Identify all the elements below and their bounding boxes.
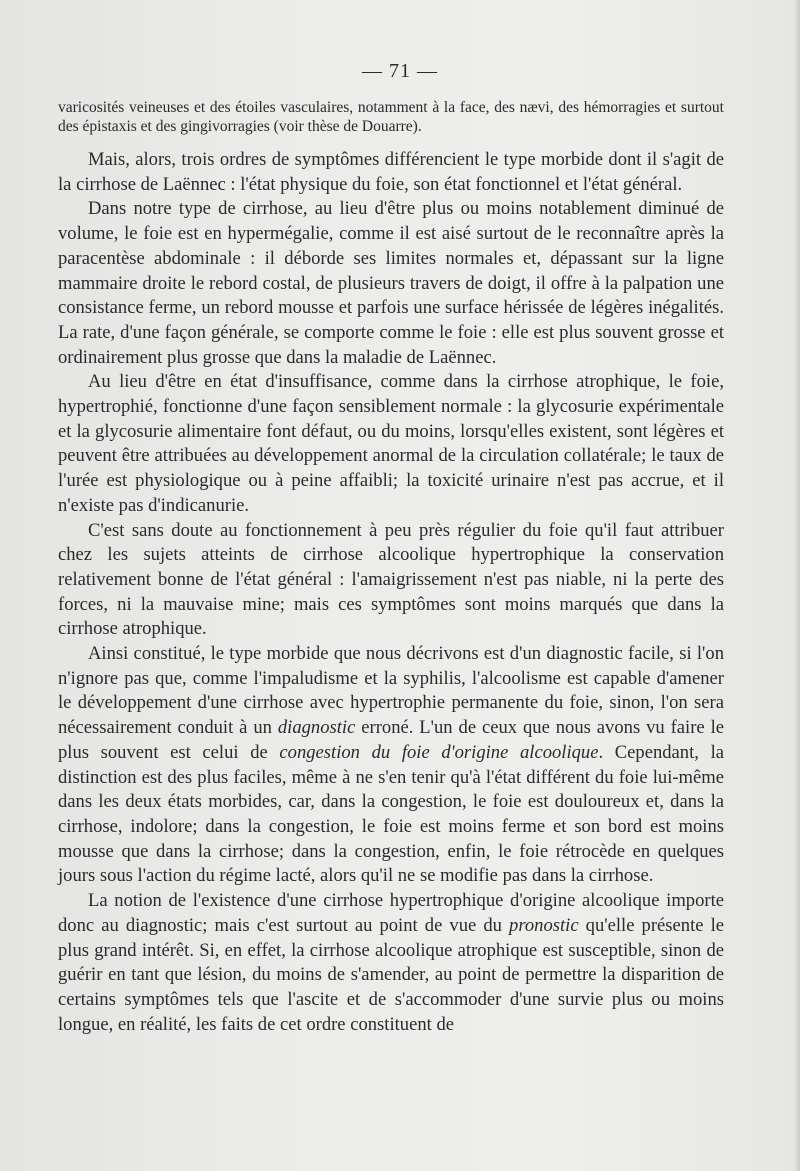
body-text [58,148,724,1037]
paragraph-5 [58,642,724,889]
paragraph-5-text-c: . Cependant, la distinction est des plus faciles, même à ne s'en tenir qu'à l'état différent du foie lui-même dans les deux états morbides, car, dans la congestion, le foie est douloureux et, dans la cirrhose, indolore; dans la congestion, le foie est moins ferme et son bord est moins mousse que dans la cirrhose; dans la congestion, enfin, le foie rétrocède en quelques jours sous l'action du régime lacté, alors qu'il ne se modifie pas dans la cirrhose. [58,741,724,887]
paragraph-1: Mais, alors, trois ordres de symptômes différencient le type morbide dont il s'agit de la cirrhose de Laënnec : l'état physique du foie, son état fonctionnel et l'état général. [58,149,724,195]
italic-diagnostic: diagnostic [277,717,356,739]
page-number: — 71 — [362,60,438,82]
paragraph-4: C'est sans doute au fonctionnement à peu près régulier du foie qu'il faut attribuer chez les sujets atteints de cirrhose alcoolique hypertrophique la conservation relativement bonne de l'état général : l'amaigrissement n'est pas niable, ni la perte des forces, ni la mauvaise mine; mais ces symptômes sont moins marqués que dans la cirrhose atrophique. [58,519,724,640]
paragraph-5-text-a: Ainsi constitué, le type morbide que nous décrivons est d'un diagnostic facile, si l'on n'ignore pas que, comme l'impaludisme et la syphilis, l'alcoolisme est capable d'amener le développement d'une cirrhose avec hypertrophie permanente du foie, sinon, l'on sera nécessairement conduit à un [58,643,724,739]
continued-footnote-text: varicosités veineuses et des étoiles vasculaires, notamment à la face, des nævi, des hémorragies et surtout des épistaxis et des gingivorragies (voir thèse de Douarre). [58,99,724,135]
italic-congestion-phrase: congestion du foie d'origine alcoolique [279,741,599,763]
paragraph-3: Au lieu d'être en état d'insuffisance, comme dans la cirrhose atrophique, le foie, hypertrophié, fonctionne d'une façon sensiblement normale : la glycosurie expérimentale et la glycosurie alimentaire font défaut, ou du moins, lorsqu'elles existent, sont légères et peuvent être attribuées au développement anormal de la circulation collatérale; le taux de l'urée est physiologique ou à peine affaibli; la toxicité urinaire n'est pas accrue, et il n'existe pas d'indicanurie. [58,371,724,516]
paragraph-6 [58,889,724,1037]
paragraph-5-text-b: erroné. L'un de ceux que nous avons vu faire le plus souvent est celui de [58,717,724,763]
paragraph-6-text-a: La notion de l'existence d'une cirrhose hypertrophique d'origine alcoolique importe donc au diagnostic; mais c'est surtout au point de vue du [58,890,724,936]
paragraph-2: Dans notre type de cirrhose, au lieu d'être plus ou moins notablement diminué de volume, le foie est en hypermégalie, comme il est aisé surtout de le reconnaître après la paracentèse abdominale : il déborde ses limites normales et, dépassant sur la ligne mammaire droite le rebord costal, de plusieurs travers de doigt, il offre à la palpation une consistance ferme, un rebord mousse et parfois une surface hérissée de légères inégalités. La rate, d'une façon générale, se comporte comme le foie : elle est plus souvent grosse et ordinairement plus grosse que dans la maladie de Laënnec. [58,198,724,368]
italic-pronostic: pronostic [509,914,579,936]
page-edge-shadow [794,0,800,1171]
paragraph-6-text-b: qu'elle présente le plus grand intérêt. Si, en effet, la cirrhose alcoolique atrophique est susceptible, sinon de guérir en tant que lésion, du moins de s'amender, au point de permettre la disparition de certains symptômes tels que l'ascite et de s'accommoder d'une survie plus ou moins longue, en réalité, les faits de cet ordre constituent de [58,914,724,1035]
